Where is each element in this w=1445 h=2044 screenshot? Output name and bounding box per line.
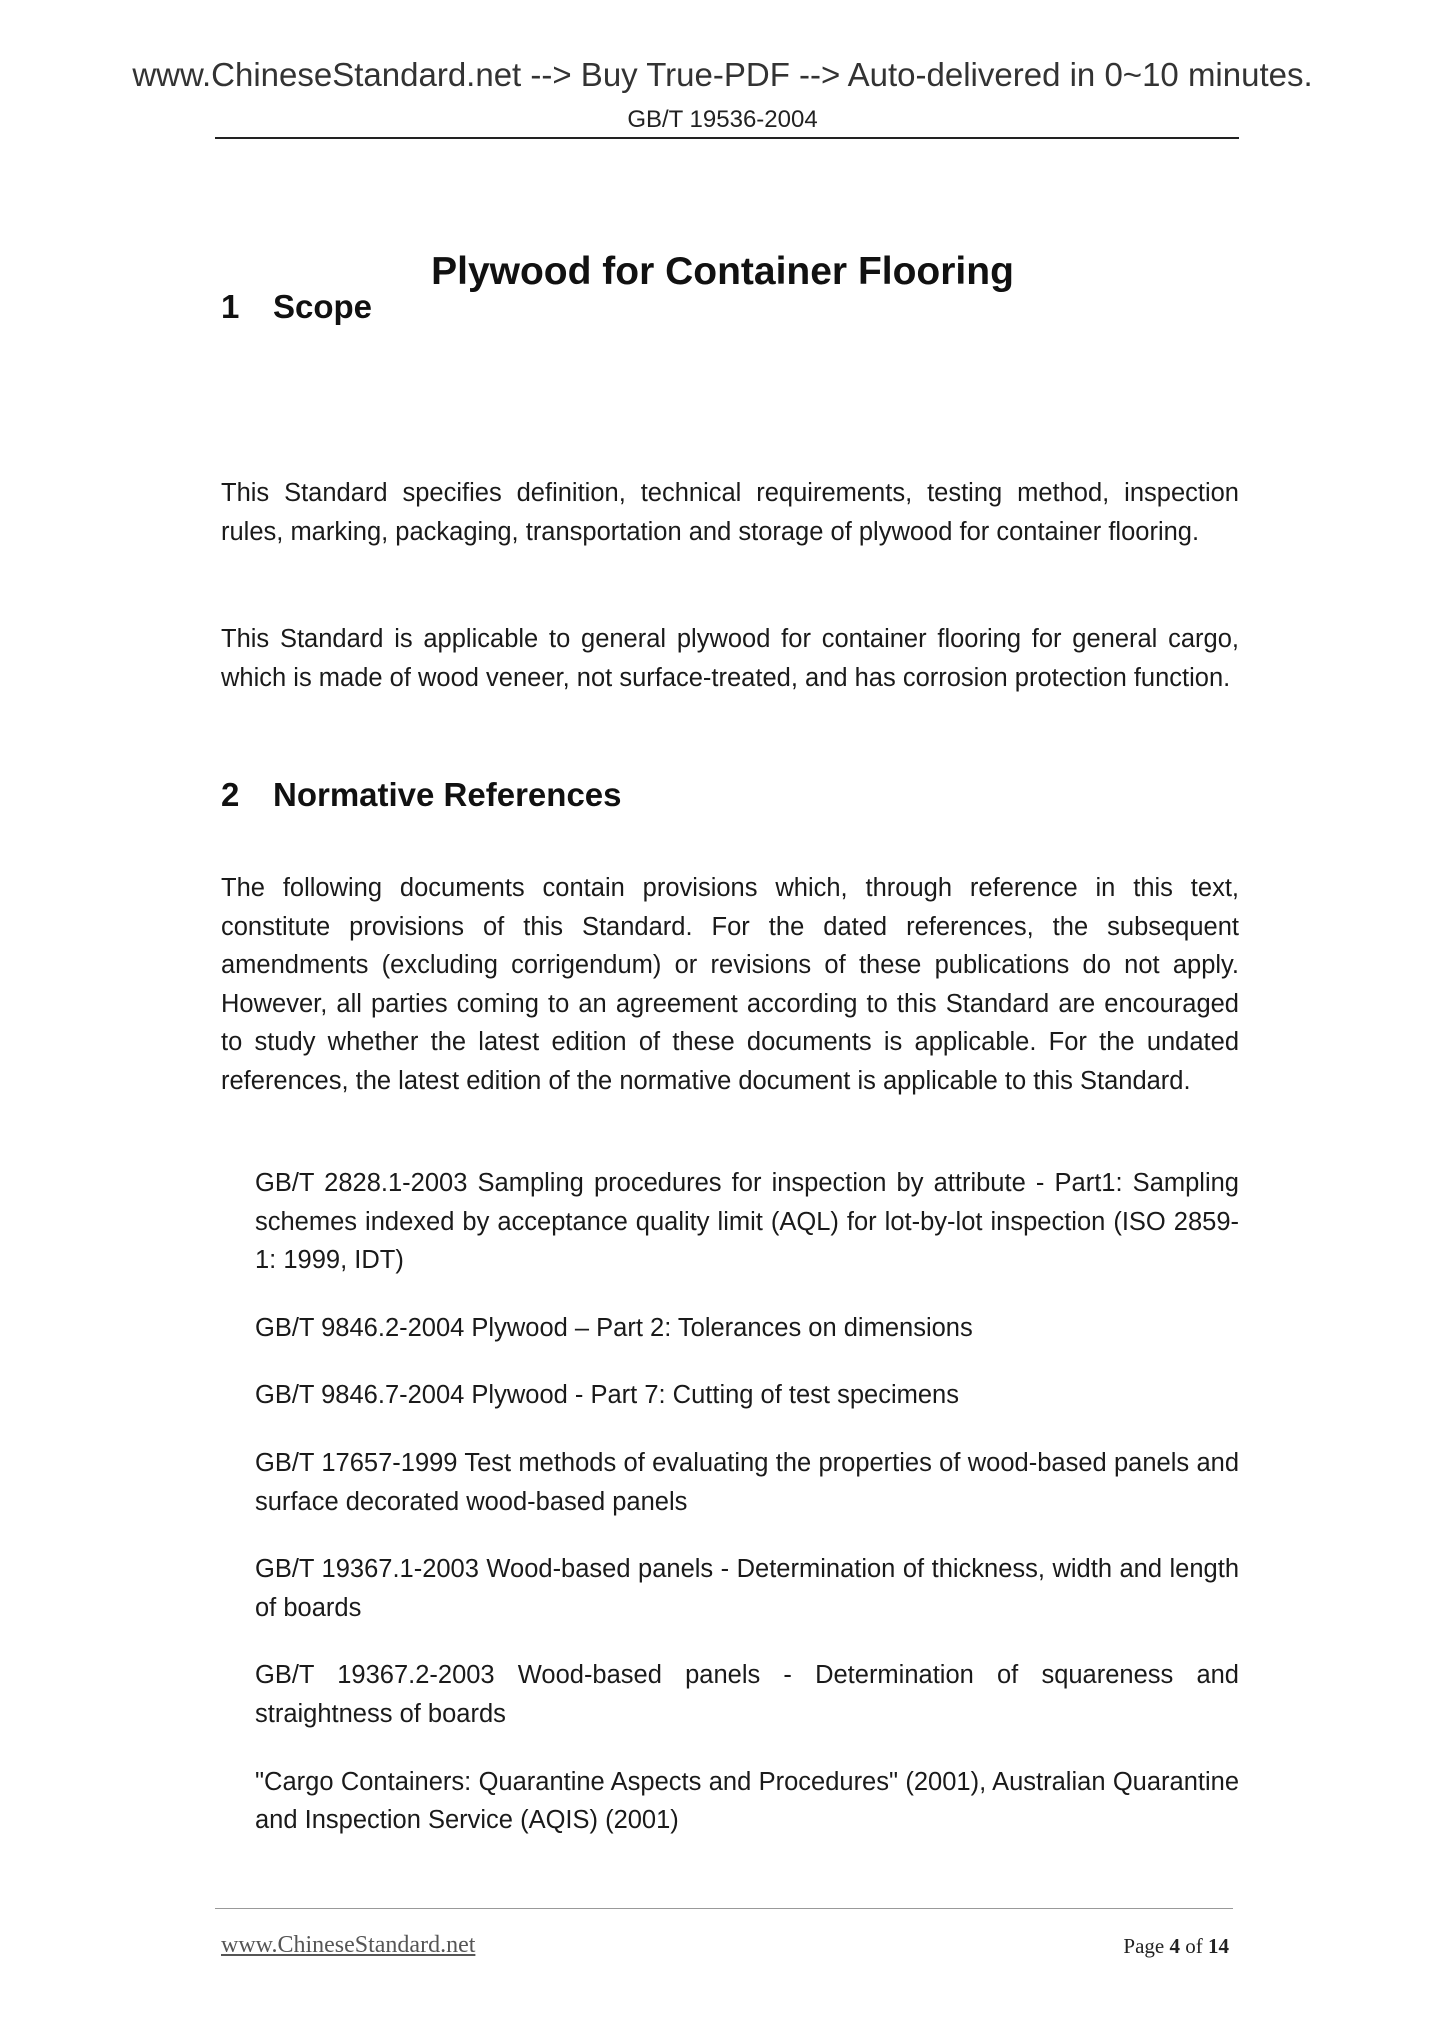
scope-paragraph-1: This Standard specifies definition, technical requirements, testing method, inspection rules, marking, packaging, transportation and storage of plywood for container flooring. [221,479,1239,546]
reference-item: GB/T 19367.2-2003 Wood-based panels - Determination of squareness and straightness of boards [255,1661,1239,1728]
reference-item: GB/T 9846.2-2004 Plywood – Part 2: Tolerances on dimensions [255,1313,973,1342]
standard-code: GB/T 19536-2004 [627,106,818,133]
reference-item: GB/T 9846.7-2004 Plywood - Part 7: Cutting of test specimens [255,1381,959,1410]
footer-divider [215,1908,1233,1909]
references-list [255,1164,1239,1869]
reference-item: GB/T 2828.1-2003 Sampling procedures for inspection by attribute - Part1: Sampling schemes indexed by acceptance quality limit (AQL) for lot-by-lot inspection (ISO 2859-1: 1999, IDT) [255,1169,1239,1275]
references-intro-paragraph: The following documents contain provisions which, through reference in this text, constitute provisions of this Standard. For the dated references, the subsequent amendments (excluding corrigendum) or revisions of these publications do not apply. However, all parties coming to an agreement according to this Standard are encouraged to study whether the latest edition of these documents is applicable. For the undated references, the latest edition of the normative document is applicable to this Standard. [221,874,1239,1095]
reference-item: GB/T 17657-1999 Test methods of evaluating the properties of wood-based panels and surface decorated wood-based panels [255,1448,1239,1516]
scope-paragraph-2: This Standard is applicable to general plywood for container flooring for general cargo, which is made of wood veneer, not surface-treated, and has corrosion protection function. [221,625,1239,692]
section-2-heading [221,778,622,811]
page-of-word: of [1185,1934,1203,1958]
header-divider [215,137,1239,139]
section-1-heading [221,290,372,323]
section-number: 2 [221,776,240,813]
section-number: 1 [221,288,240,325]
section-title: Scope [273,288,373,325]
top-banner: www.ChineseStandard.net --> Buy True-PDF --> Auto-delivered in 0~10 minutes. [132,56,1313,93]
page-number [1123,1936,1229,1957]
section-title: Normative References [273,776,622,813]
page-total: 14 [1208,1934,1229,1958]
reference-item: GB/T 19367.1-2003 Wood-based panels - Determination of thickness, width and length of boards [255,1555,1239,1622]
page-current: 4 [1169,1934,1180,1958]
footer-site-link[interactable]: www.ChineseStandard.net [221,1932,476,1958]
document-title: Plywood for Container Flooring [431,250,1014,293]
page-word: Page [1123,1934,1165,1958]
reference-item: "Cargo Containers: Quarantine Aspects and Procedures" (2001), Australian Quarantine and Inspection Service (AQIS) (2001) [255,1767,1239,1835]
